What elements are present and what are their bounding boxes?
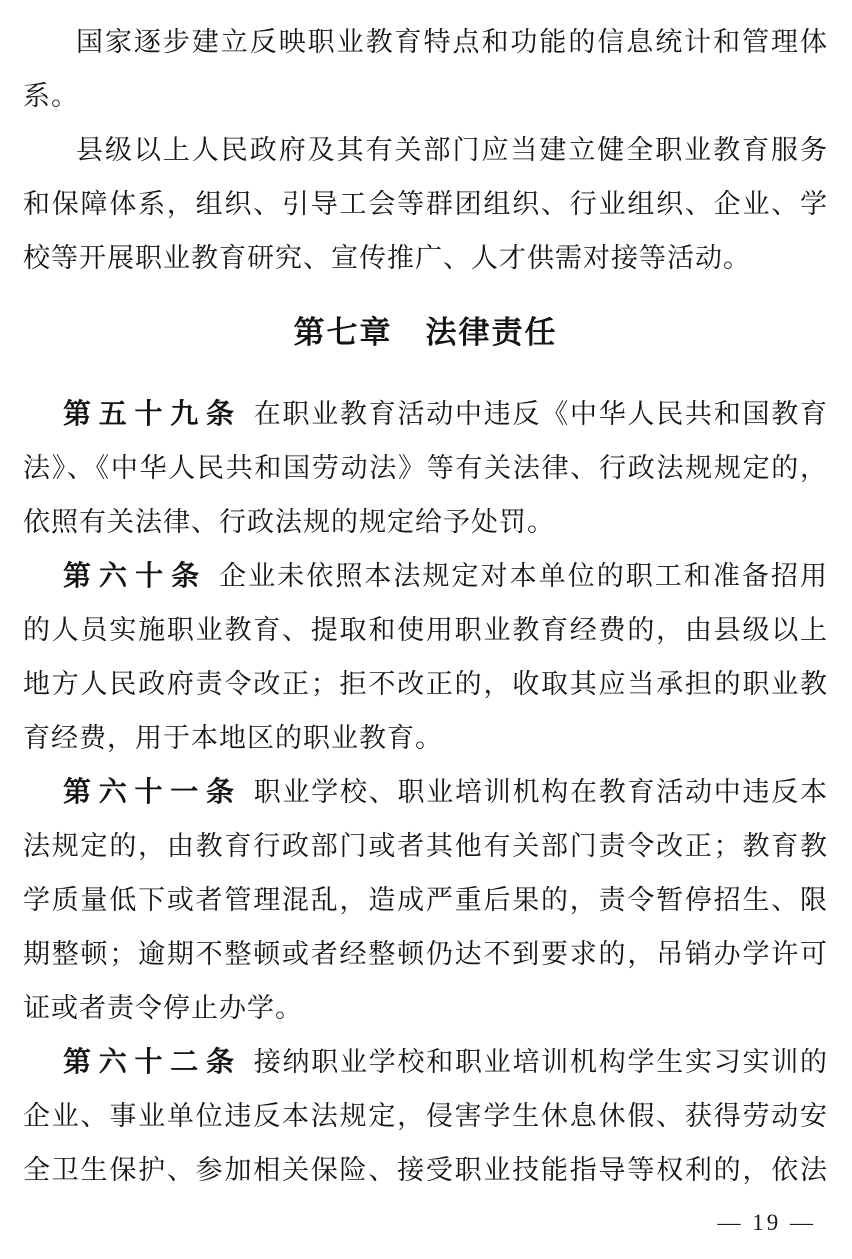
text-line: 和保障体系，组织、引导工会等群团组织、行业组织、企业、学 bbox=[23, 189, 828, 219]
text-line: 证或者责令停止办学。 bbox=[23, 993, 303, 1023]
article-number: 第六十一条 bbox=[63, 776, 242, 807]
text-line: 地方人民政府责令改正；拒不改正的，收取其应当承担的职业教 bbox=[23, 669, 828, 699]
text-line: 第六十二条 接纳职业学校和职业培训机构学生实习实训的 bbox=[63, 1046, 828, 1077]
text-line: 国家逐步建立反映职业教育特点和功能的信息统计和管理体 bbox=[76, 27, 828, 57]
text-line: 校等开展职业教育研究、宣传推广、人才供需对接等活动。 bbox=[23, 243, 751, 273]
text-line: 法》、《中华人民共和国劳动法》等有关法律、行政法规规定的， bbox=[23, 453, 828, 483]
text-line: 法规定的，由教育行政部门或者其他有关部门责令改正；教育教 bbox=[23, 831, 828, 861]
text-line: 县级以上人民政府及其有关部门应当建立健全职业教育服务 bbox=[76, 135, 828, 165]
text-line: 期整顿；逾期不整顿或者经整顿仍达不到要求的，吊销办学许可 bbox=[23, 939, 828, 969]
text-line: 第五十九条 在职业教育活动中违反《中华人民共和国教育 bbox=[63, 398, 828, 429]
text-line: 的人员实施职业教育、提取和使用职业教育经费的，由县级以上 bbox=[23, 615, 828, 645]
text-line: 育经费，用于本地区的职业教育。 bbox=[23, 723, 443, 753]
text-line: 全卫生保护、参加相关保险、接受职业技能指导等权利的，依法 bbox=[23, 1155, 828, 1185]
text-line: 第六十条 企业未依照本法规定对本单位的职工和准备招用 bbox=[63, 560, 828, 591]
text-line: 系。 bbox=[23, 81, 79, 111]
chapter-heading: 第七章 法律责任 bbox=[293, 315, 558, 350]
text-line: 学质量低下或者管理混乱，造成严重后果的，责令暂停招生、限 bbox=[23, 885, 828, 915]
document-body bbox=[23, 15, 828, 1197]
article-number: 第五十九条 bbox=[63, 398, 242, 429]
text-line: 企业、事业单位违反本法规定，侵害学生休息休假、获得劳动安 bbox=[23, 1101, 828, 1131]
page-footer bbox=[718, 1208, 817, 1238]
text-line: 第六十一条 职业学校、职业培训机构在教育活动中违反本 bbox=[63, 776, 828, 807]
text-line: 依照有关法律、行政法规的规定给予处罚。 bbox=[23, 507, 555, 537]
page-number: — 19 — bbox=[717, 1210, 816, 1235]
article-number: 第六十条 bbox=[63, 560, 208, 591]
article-number: 第六十二条 bbox=[63, 1046, 242, 1077]
